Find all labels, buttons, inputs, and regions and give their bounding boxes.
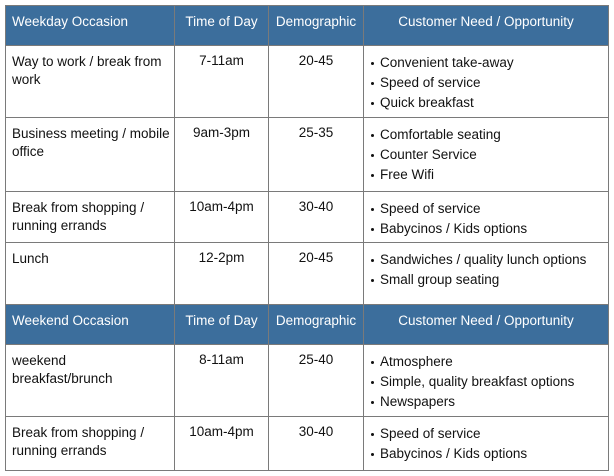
- demographic-cell: 30-40: [269, 417, 364, 471]
- time-of-day-header: Time of Day: [175, 6, 269, 46]
- time-cell: 12-2pm: [175, 243, 269, 305]
- list-item: Speed of service: [370, 73, 608, 93]
- table-row: [6, 46, 609, 118]
- weekend-occasion-header: Weekend Occasion: [6, 305, 175, 345]
- weekend-header-row: [6, 305, 609, 345]
- list-item: Simple, quality breakfast options: [370, 372, 608, 392]
- demographic-cell: 20-45: [269, 46, 364, 118]
- list-item: Small group seating: [370, 270, 608, 290]
- demographic-cell: 30-40: [269, 192, 364, 243]
- needs-cell: [364, 345, 609, 417]
- list-item: Sandwiches / quality lunch options: [370, 250, 608, 270]
- occasion-cell: Break from shopping / running errands: [6, 417, 175, 471]
- needs-list: [370, 424, 608, 464]
- needs-cell: [364, 192, 609, 243]
- needs-cell: [364, 417, 609, 471]
- occasion-cell: Business meeting / mobile office: [6, 118, 175, 192]
- list-item: Counter Service: [370, 145, 608, 165]
- list-item: Quick breakfast: [370, 93, 608, 113]
- list-item: Atmosphere: [370, 352, 608, 372]
- occasion-cell: weekend breakfast/brunch: [6, 345, 175, 417]
- customer-need-header: Customer Need / Opportunity: [364, 6, 609, 46]
- demographic-cell: 25-40: [269, 345, 364, 417]
- list-item: Speed of service: [370, 424, 608, 444]
- needs-list: [370, 250, 608, 290]
- time-cell: 8-11am: [175, 345, 269, 417]
- list-item: Babycinos / Kids options: [370, 219, 608, 239]
- time-cell: 10am-4pm: [175, 192, 269, 243]
- table-row: [6, 192, 609, 243]
- needs-cell: [364, 46, 609, 118]
- weekday-occasion-header: Weekday Occasion: [6, 6, 175, 46]
- table-row: [6, 345, 609, 417]
- customer-need-header: Customer Need / Opportunity: [364, 305, 609, 345]
- time-cell: 10am-4pm: [175, 417, 269, 471]
- demographic-header: Demographic: [269, 305, 364, 345]
- occasion-cell: Break from shopping / running errands: [6, 192, 175, 243]
- list-item: Speed of service: [370, 199, 608, 219]
- table-row: [6, 118, 609, 192]
- occasions-table: [5, 5, 609, 471]
- occasion-cell: Way to work / break from work: [6, 46, 175, 118]
- list-item: Convenient take-away: [370, 53, 608, 73]
- needs-list: [370, 199, 608, 239]
- list-item: Comfortable seating: [370, 125, 608, 145]
- list-item: Free Wifi: [370, 165, 608, 185]
- needs-list: [370, 125, 608, 185]
- needs-cell: [364, 243, 609, 305]
- demographic-cell: 20-45: [269, 243, 364, 305]
- list-item: Babycinos / Kids options: [370, 444, 608, 464]
- weekday-header-row: [6, 6, 609, 46]
- table-row: [6, 417, 609, 471]
- time-of-day-header: Time of Day: [175, 305, 269, 345]
- table-row: [6, 243, 609, 305]
- needs-list: [370, 352, 608, 412]
- list-item: Newspapers: [370, 392, 608, 412]
- time-cell: 9am-3pm: [175, 118, 269, 192]
- needs-cell: [364, 118, 609, 192]
- time-cell: 7-11am: [175, 46, 269, 118]
- demographic-header: Demographic: [269, 6, 364, 46]
- needs-list: [370, 53, 608, 113]
- occasion-cell: Lunch: [6, 243, 175, 305]
- demographic-cell: 25-35: [269, 118, 364, 192]
